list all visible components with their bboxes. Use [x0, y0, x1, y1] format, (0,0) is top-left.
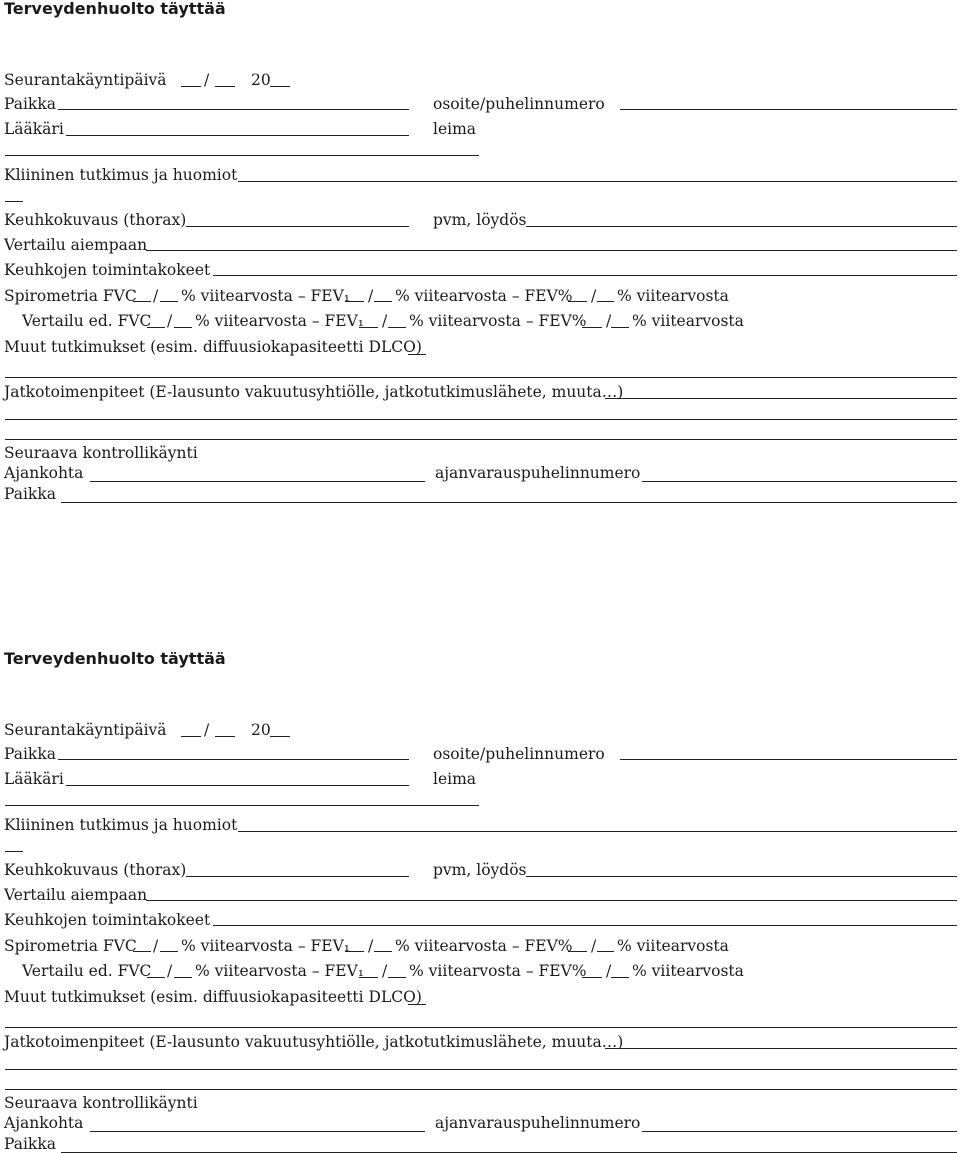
spiro-fev1-line-b[interactable]: [374, 951, 392, 952]
visit-date-year-prefix: 20: [251, 721, 271, 739]
place-line[interactable]: [58, 109, 409, 110]
prev-fev1-line-b[interactable]: [388, 977, 406, 978]
place-label: Paikka: [4, 745, 56, 763]
xray-label: Keuhkokuvaus (thorax): [4, 211, 187, 229]
previous-fvc-label: Vertailu ed. FVC: [22, 962, 152, 980]
follow-up-line-2[interactable]: [5, 1069, 957, 1070]
next-visit-label: Seuraava kontrollikäynti: [4, 1094, 198, 1112]
appointment-time-label: Ajankohta: [4, 1114, 84, 1132]
lung-function-tests-label: Keuhkojen toimintakokeet: [4, 261, 211, 279]
compare-previous-label: Vertailu aiempaan: [4, 236, 148, 254]
spirometry-fev1-label: % viitearvosta – FEV₁: [181, 937, 350, 955]
other-tests-line-2[interactable]: [5, 377, 957, 378]
stamp-label: leima: [433, 770, 477, 788]
spirometry-fevp-label: % viitearvosta – FEV%: [395, 287, 573, 305]
visit-date-label: Seurantakäyntipäivä: [4, 71, 167, 89]
place-line[interactable]: [58, 759, 409, 760]
next-visit-label: Seuraava kontrollikäynti: [4, 444, 198, 462]
previous-ref-label: % viitearvosta: [632, 312, 744, 330]
follow-up-line-2[interactable]: [5, 419, 957, 420]
appointment-time-label: Ajankohta: [4, 464, 84, 482]
xray-line[interactable]: [186, 226, 409, 227]
previous-fevp-label: % viitearvosta – FEV%: [409, 962, 587, 980]
spirometry-ref-label: % viitearvosta: [617, 937, 729, 955]
date-finding-line[interactable]: [526, 876, 957, 877]
visit-day-line[interactable]: [181, 736, 201, 737]
doctor-line[interactable]: [66, 785, 409, 786]
prev-fvc-line-a[interactable]: [147, 977, 165, 978]
lung-tests-line[interactable]: [213, 275, 957, 276]
previous-fevp-label: % viitearvosta – FEV%: [409, 312, 587, 330]
previous-slash-1: /: [167, 962, 173, 980]
address-phone-line[interactable]: [620, 759, 957, 760]
spirometry-slash-1: /: [153, 937, 159, 955]
follow-up-line-1[interactable]: [605, 1048, 957, 1049]
next-visit-place-line[interactable]: [61, 502, 957, 503]
date-finding-line[interactable]: [526, 226, 957, 227]
prev-fevp-line-b[interactable]: [611, 327, 629, 328]
clinical-line-2[interactable]: [5, 201, 23, 202]
compare-previous-line[interactable]: [146, 900, 957, 901]
clinical-exam-label: Kliininen tutkimus ja huomiot: [4, 816, 238, 834]
spirometry-slash-2: /: [368, 937, 374, 955]
follow-up-actions-label: Jatkotoimenpiteet (E-lausunto vakuutusyhtiölle, jatkotutkimuslähete, muuta…): [4, 1033, 624, 1051]
spirometry-slash-3: /: [591, 937, 597, 955]
other-tests-line-2[interactable]: [5, 1027, 957, 1028]
spiro-fev1-line-a[interactable]: [345, 951, 364, 952]
place-label: Paikka: [4, 95, 56, 113]
spiro-fev1-line-b[interactable]: [374, 301, 392, 302]
booking-phone-label: ajanvarauspuhelinnumero: [435, 464, 641, 482]
visit-day-line[interactable]: [181, 86, 201, 87]
spiro-fvc-line-a[interactable]: [133, 301, 151, 302]
clinical-line-2[interactable]: [5, 851, 23, 852]
stamp-line[interactable]: [5, 805, 479, 806]
previous-slash-2: /: [382, 312, 388, 330]
visit-year-line[interactable]: [270, 86, 290, 87]
spiro-fevp-line-a[interactable]: [568, 301, 587, 302]
clinical-line-1[interactable]: [238, 831, 957, 832]
spirometry-fvc-label: Spirometria FVC: [4, 937, 137, 955]
other-tests-line[interactable]: [408, 354, 426, 355]
address-phone-label: osoite/puhelinnumero: [433, 745, 605, 763]
prev-fev1-line-a[interactable]: [359, 977, 378, 978]
spirometry-slash-2: /: [368, 287, 374, 305]
prev-fev1-line-b[interactable]: [388, 327, 406, 328]
prev-fevp-line-a[interactable]: [582, 327, 602, 328]
clinical-exam-label: Kliininen tutkimus ja huomiot: [4, 166, 238, 184]
previous-fev1-label: % viitearvosta – FEV₁: [195, 312, 364, 330]
spirometry-ref-label: % viitearvosta: [617, 287, 729, 305]
spiro-fevp-line-b[interactable]: [597, 301, 614, 302]
booking-phone-line[interactable]: [642, 1131, 957, 1132]
compare-previous-label: Vertailu aiempaan: [4, 886, 148, 904]
doctor-line[interactable]: [66, 135, 409, 136]
clinical-line-1[interactable]: [238, 181, 957, 182]
other-tests-line[interactable]: [408, 1004, 426, 1005]
lung-tests-line[interactable]: [213, 925, 957, 926]
previous-fvc-label: Vertailu ed. FVC: [22, 312, 152, 330]
prev-fvc-line-b[interactable]: [174, 327, 192, 328]
xray-line[interactable]: [186, 876, 409, 877]
doctor-label: Lääkäri: [4, 770, 64, 788]
appointment-time-line[interactable]: [90, 481, 425, 482]
spiro-fevp-line-a[interactable]: [568, 951, 587, 952]
prev-fvc-line-a[interactable]: [147, 327, 165, 328]
address-phone-line[interactable]: [620, 109, 957, 110]
follow-up-line-3[interactable]: [5, 439, 957, 440]
next-visit-place-label: Paikka: [4, 1135, 56, 1153]
spiro-fvc-line-a[interactable]: [133, 951, 151, 952]
spirometry-fevp-label: % viitearvosta – FEV%: [395, 937, 573, 955]
spirometry-fvc-label: Spirometria FVC: [4, 287, 137, 305]
prev-fev1-line-a[interactable]: [359, 327, 378, 328]
xray-label: Keuhkokuvaus (thorax): [4, 861, 187, 879]
previous-ref-label: % viitearvosta: [632, 962, 744, 980]
form-heading: Terveydenhuolto täyttää: [4, 0, 226, 18]
visit-year-line[interactable]: [270, 736, 290, 737]
follow-up-line-1[interactable]: [605, 398, 957, 399]
visit-month-line[interactable]: [215, 86, 235, 87]
follow-up-actions-label: Jatkotoimenpiteet (E-lausunto vakuutusyhtiölle, jatkotutkimuslähete, muuta…): [4, 383, 624, 401]
doctor-label: Lääkäri: [4, 120, 64, 138]
prev-fvc-line-b[interactable]: [174, 977, 192, 978]
previous-slash-2: /: [382, 962, 388, 980]
address-phone-label: osoite/puhelinnumero: [433, 95, 605, 113]
prev-fevp-line-a[interactable]: [582, 977, 602, 978]
booking-phone-label: ajanvarauspuhelinnumero: [435, 1114, 641, 1132]
visit-date-slash: /: [204, 71, 210, 89]
appointment-time-line[interactable]: [90, 1131, 425, 1132]
visit-month-line[interactable]: [215, 736, 235, 737]
follow-up-line-3[interactable]: [5, 1089, 957, 1090]
spirometry-slash-3: /: [591, 287, 597, 305]
previous-slash-1: /: [167, 312, 173, 330]
date-finding-label: pvm, löydös: [433, 211, 527, 229]
form-heading: Terveydenhuolto täyttää: [4, 649, 226, 668]
stamp-label: leima: [433, 120, 477, 138]
next-visit-place-label: Paikka: [4, 485, 56, 503]
spiro-fevp-line-b[interactable]: [597, 951, 614, 952]
visit-date-year-prefix: 20: [251, 71, 271, 89]
spiro-fvc-line-b[interactable]: [160, 951, 178, 952]
prev-fevp-line-b[interactable]: [611, 977, 629, 978]
booking-phone-line[interactable]: [642, 481, 957, 482]
date-finding-label: pvm, löydös: [433, 861, 527, 879]
previous-slash-3: /: [606, 312, 612, 330]
compare-previous-line[interactable]: [146, 250, 957, 251]
stamp-line[interactable]: [5, 155, 479, 156]
spirometry-fev1-label: % viitearvosta – FEV₁: [181, 287, 350, 305]
spiro-fvc-line-b[interactable]: [160, 301, 178, 302]
previous-fev1-label: % viitearvosta – FEV₁: [195, 962, 364, 980]
visit-date-slash: /: [204, 721, 210, 739]
other-tests-label: Muut tutkimukset (esim. diffuusiokapasiteetti DLCO): [4, 338, 422, 356]
other-tests-label: Muut tutkimukset (esim. diffuusiokapasiteetti DLCO): [4, 988, 422, 1006]
lung-function-tests-label: Keuhkojen toimintakokeet: [4, 911, 211, 929]
spirometry-slash-1: /: [153, 287, 159, 305]
spiro-fev1-line-a[interactable]: [345, 301, 364, 302]
visit-date-label: Seurantakäyntipäivä: [4, 721, 167, 739]
previous-slash-3: /: [606, 962, 612, 980]
